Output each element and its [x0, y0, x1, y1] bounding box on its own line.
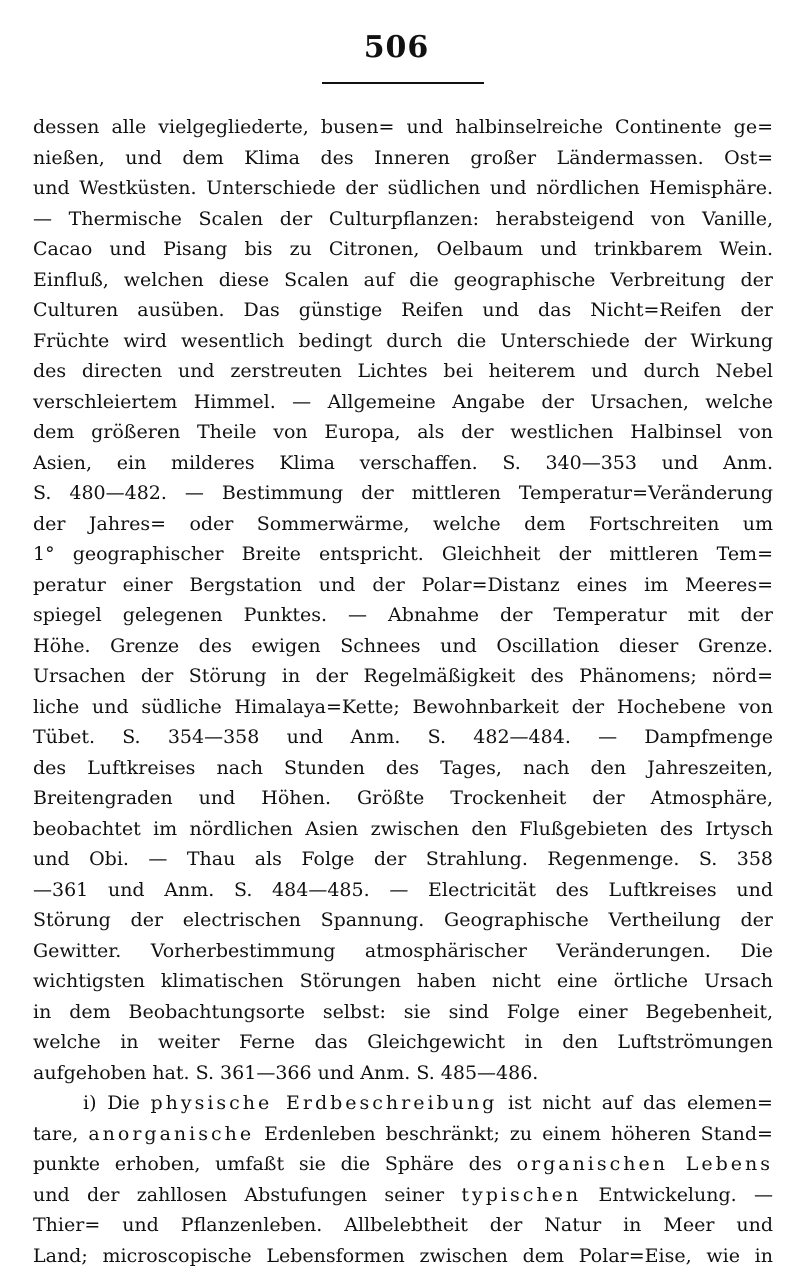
- section-i-text: Entwickelung. —: [598, 1184, 773, 1206]
- text-line: wichtigsten klimatischen Störungen haben nicht eine örtliche Ursach: [33, 966, 773, 997]
- text-line: welche in weiter Ferne das Gleichgewicht in den Luftströmungen: [33, 1027, 773, 1058]
- text-line: des Luftkreises nach Stunden des Tages, nach den Jahreszeiten,: [33, 753, 773, 784]
- text-line: spiegel gelegenen Punktes. — Abnahme der Temperatur mit der: [33, 600, 773, 631]
- text-line: Culturen ausüben. Das günstige Reifen und das Nicht=Reifen der: [33, 295, 773, 326]
- text-line: und Westküsten. Unterschiede der südlichen und nördlichen Hemisphäre.: [33, 173, 773, 204]
- text-line: S. 480—482. — Bestimmung der mittleren Temperatur=Veränderung: [33, 478, 773, 509]
- text-line: Ursachen der Störung in der Regelmäßigkeit des Phänomens; nörd=: [33, 661, 773, 692]
- text-line: und Obi. — Thau als Folge der Strahlung. Regenmenge. S. 358: [33, 844, 773, 875]
- section-i-line: [33, 1119, 773, 1150]
- text-line: Höhe. Grenze des ewigen Schnees und Oscillation dieser Grenze.: [33, 631, 773, 662]
- text-line: der Jahres= oder Sommerwärme, welche dem Fortschreiten um: [33, 509, 773, 540]
- text-line: — Thermische Scalen der Culturpflanzen: herabsteigend von Vanille,: [33, 204, 773, 235]
- text-line: liche und südliche Himalaya=Kette; Bewohnbarkeit der Hochebene von: [33, 692, 773, 723]
- text-line: —361 und Anm. S. 484—485. — Electricität des Luftkreises und: [33, 875, 773, 906]
- spaced-emphasis: typischen: [461, 1184, 581, 1206]
- text-line: Asien, ein milderes Klima verschaffen. S. 340—353 und Anm.: [33, 448, 773, 479]
- text-line: verschleiertem Himmel. — Allgemeine Angabe der Ursachen, welche: [33, 387, 773, 418]
- text-line: dem größeren Theile von Europa, als der westlichen Halbinsel von: [33, 417, 773, 448]
- text-line: aufgehoben hat. S. 361—366 und Anm. S. 485—486.: [33, 1058, 773, 1089]
- text-line: Breitengraden und Höhen. Größte Trockenheit der Atmosphäre,: [33, 783, 773, 814]
- body-text: [33, 112, 773, 1271]
- section-i-line: Land; microscopische Lebensformen zwischen dem Polar=Eise, wie in: [33, 1241, 773, 1271]
- text-line: des directen und zerstreuten Lichtes bei heiterem und durch Nebel: [33, 356, 773, 387]
- spaced-emphasis: organischen Lebens: [517, 1153, 773, 1175]
- section-i-text: i) Die: [83, 1092, 140, 1114]
- section-i-text: tare,: [33, 1123, 78, 1145]
- text-line: Cacao und Pisang bis zu Citronen, Oelbaum und trinkbarem Wein.: [33, 234, 773, 265]
- header-rule: [322, 82, 484, 84]
- spaced-emphasis: anorganische: [88, 1123, 254, 1145]
- text-line: Tübet. S. 354—358 und Anm. S. 482—484. — Dampfmenge: [33, 722, 773, 753]
- section-i-text: Erdenleben beschränkt; zu einem höheren Stand=: [264, 1123, 773, 1145]
- text-line: nießen, und dem Klima des Inneren großer Ländermassen. Ost=: [33, 143, 773, 174]
- section-i-text: und der zahllosen Abstufungen seiner: [33, 1184, 444, 1206]
- text-line: Gewitter. Vorherbestimmung atmosphärischer Veränderungen. Die: [33, 936, 773, 967]
- text-line: in dem Beobachtungsorte selbst: sie sind Folge einer Begebenheit,: [33, 997, 773, 1028]
- section-i-line: [33, 1149, 773, 1180]
- section-i-line: Thier= und Pflanzenleben. Allbelebtheit der Natur in Meer und: [33, 1210, 773, 1241]
- text-line: beobachtet im nördlichen Asien zwischen den Flußgebieten des Irtysch: [33, 814, 773, 845]
- spaced-emphasis: physische Erdbeschreibung: [150, 1092, 497, 1114]
- text-line: Früchte wird wesentlich bedingt durch die Unterschiede der Wirkung: [33, 326, 773, 357]
- section-i-text: ist nicht auf das elemen=: [508, 1092, 773, 1114]
- page-number: 506: [0, 30, 793, 65]
- text-line: dessen alle vielgegliederte, busen= und halbinselreiche Continente ge=: [33, 112, 773, 143]
- text-line: peratur einer Bergstation und der Polar=Distanz eines im Meeres=: [33, 570, 773, 601]
- text-line: Störung der electrischen Spannung. Geographische Vertheilung der: [33, 905, 773, 936]
- text-line: Einfluß, welchen diese Scalen auf die geographische Verbreitung der: [33, 265, 773, 296]
- section-i-line: [33, 1088, 773, 1119]
- text-line: 1° geographischer Breite entspricht. Gleichheit der mittleren Tem=: [33, 539, 773, 570]
- section-i-text: punkte erhoben, umfaßt sie die Sphäre des: [33, 1153, 502, 1175]
- section-i-line: [33, 1180, 773, 1211]
